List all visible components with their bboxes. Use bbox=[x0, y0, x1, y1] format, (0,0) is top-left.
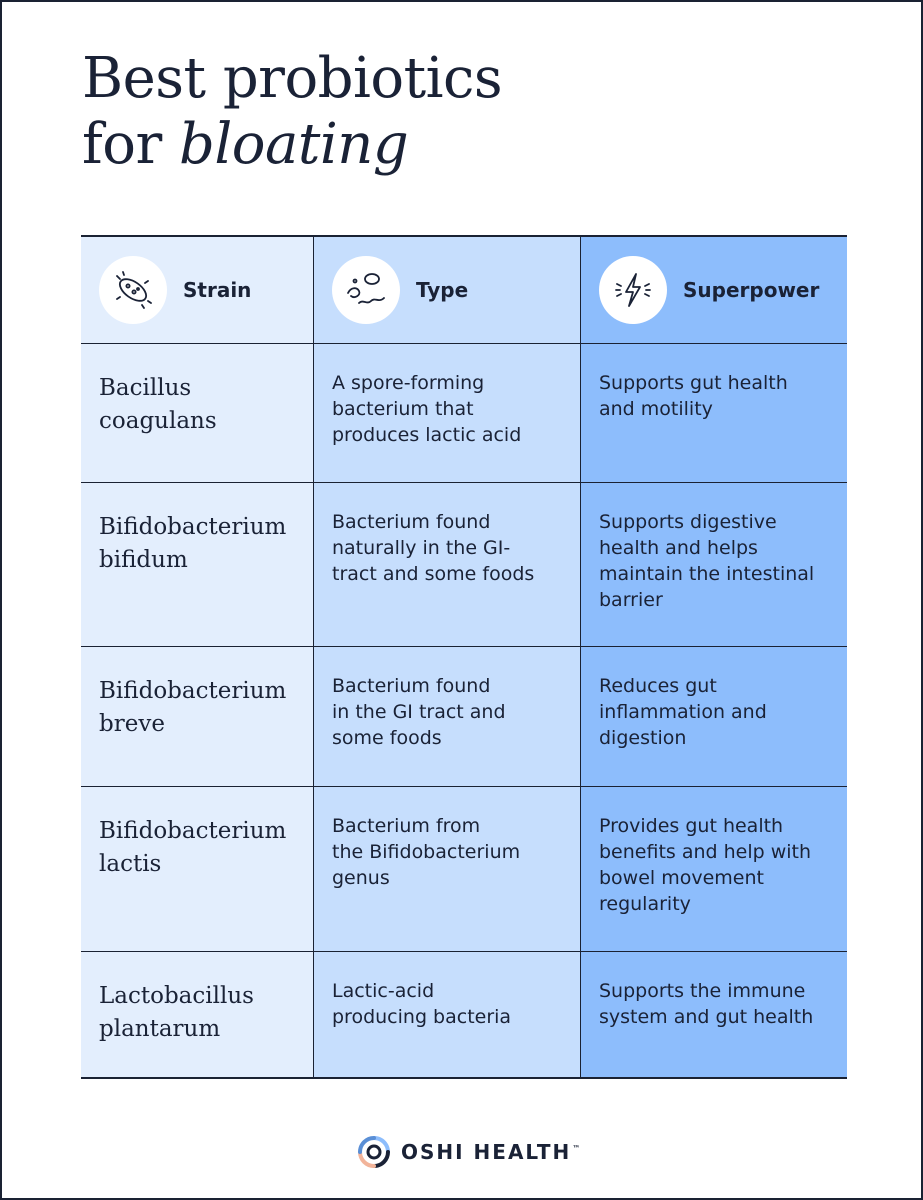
header-type bbox=[314, 237, 581, 344]
header-strain-label: Strain bbox=[183, 278, 252, 302]
lightning-icon bbox=[599, 256, 667, 324]
probiotics-table bbox=[81, 235, 847, 1079]
logo-wordmark: OSHI HEALTH™ bbox=[401, 1140, 581, 1164]
strain-cell: Bifidobacterium breve bbox=[81, 647, 314, 787]
page-title bbox=[82, 46, 502, 178]
superpower-cell: Provides gut health benefits and help with bowel movement regularity bbox=[581, 787, 847, 952]
bacteria-icon bbox=[99, 256, 167, 324]
header-superpower bbox=[581, 237, 847, 344]
oshi-logo-icon bbox=[357, 1135, 391, 1169]
type-cell: Bacterium found in the GI tract and some foods bbox=[314, 647, 581, 787]
strain-cell: Bifidobacterium lactis bbox=[81, 787, 314, 952]
header-strain bbox=[81, 237, 314, 344]
type-cell: A spore-forming bacterium that produces lactic acid bbox=[314, 344, 581, 483]
strain-cell: Bacillus coagulans bbox=[81, 344, 314, 483]
strain-cell: Bifidobacterium bifidum bbox=[81, 483, 314, 647]
header-type-label: Type bbox=[416, 278, 469, 302]
superpower-cell: Supports gut health and motility bbox=[581, 344, 847, 483]
header-superpower-label: Superpower bbox=[683, 278, 820, 302]
type-cell: Bacterium from the Bifidobacterium genus bbox=[314, 787, 581, 952]
title-line-1: Best probiotics bbox=[82, 46, 503, 111]
microbes-icon bbox=[332, 256, 400, 324]
superpower-cell: Supports the immune system and gut health bbox=[581, 952, 847, 1077]
type-cell: Bacterium found naturally in the GI- tract and some foods bbox=[314, 483, 581, 647]
type-cell: Lactic-acid producing bacteria bbox=[314, 952, 581, 1077]
title-line-2-italic: bloating bbox=[179, 112, 409, 177]
oshi-health-logo bbox=[357, 1135, 580, 1169]
strain-cell: Lactobacillus plantarum bbox=[81, 952, 314, 1077]
superpower-cell: Reduces gut inflammation and digestion bbox=[581, 647, 847, 787]
title-line-2-plain: for bbox=[82, 112, 180, 177]
superpower-cell: Supports digestive health and helps maintain the intestinal barrier bbox=[581, 483, 847, 647]
